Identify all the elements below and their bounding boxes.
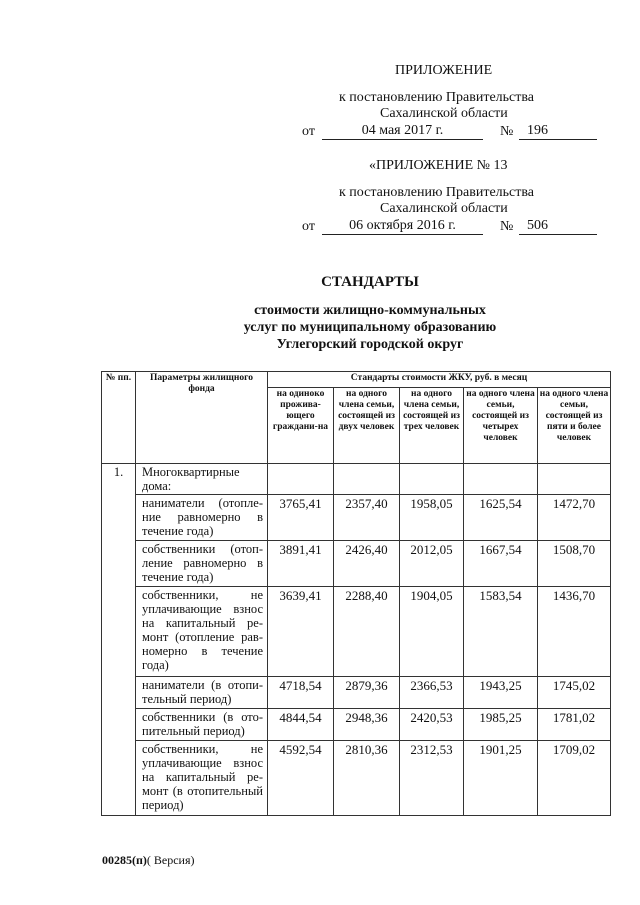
table-row (102, 541, 611, 587)
appendix13-title: «ПРИЛОЖЕНИЕ № 13 (369, 158, 508, 173)
appendix-line2: Сахалинской области (380, 106, 508, 121)
cell-value: 2420,53 (400, 709, 464, 741)
cell-value: 1904,05 (400, 587, 464, 677)
cell-value: 4592,54 (268, 741, 334, 816)
cell-value: 2012,05 (400, 541, 464, 587)
cell-value: 1508,70 (538, 541, 611, 587)
row-label: собственники, не уплачивающие взнос на капитальный ре-монт (в отопительный период) (136, 741, 268, 816)
row-label: собственники (отоп-ление равномерно в течение года) (136, 541, 268, 587)
date-underline (322, 139, 483, 140)
cell-value: 2810,36 (334, 741, 400, 816)
cell-value: 1472,70 (538, 495, 611, 541)
document-code-number: 00285(п) (102, 853, 147, 867)
document-code (102, 853, 195, 868)
cell-value: 2312,53 (400, 741, 464, 816)
cell-value: 1901,25 (464, 741, 538, 816)
subheader-2: на одного члена семьи, состоящей из двух человек (334, 388, 400, 464)
cell-value: 4718,54 (268, 677, 334, 709)
cell-value: 3765,41 (268, 495, 334, 541)
row-label: наниматели (в отопи-тельный период) (136, 677, 268, 709)
from-label: от (302, 124, 315, 139)
doc-subtitle-1: стоимости жилищно-коммунальных (254, 303, 486, 318)
decree-number-2: 506 (527, 218, 548, 233)
table-row (102, 709, 611, 741)
decree-date: 04 мая 2017 г. (361, 123, 444, 138)
cell-value: 1583,54 (464, 587, 538, 677)
cell-value: 1709,02 (538, 741, 611, 816)
header-params: Параметры жилищного фонда (136, 372, 268, 464)
standards-table (101, 371, 611, 816)
cell-value: 2879,36 (334, 677, 400, 709)
table-row (102, 677, 611, 709)
cell-value: 2357,40 (334, 495, 400, 541)
table-row (102, 495, 611, 541)
subheader-3: на одного члена семьи, состоящей из трех человек (400, 388, 464, 464)
number-underline-2 (519, 234, 597, 235)
appendix-title: ПРИЛОЖЕНИЕ (395, 63, 493, 78)
cell-value: 1781,02 (538, 709, 611, 741)
cell-value: 2288,40 (334, 587, 400, 677)
decree-number: 196 (527, 123, 548, 138)
subheader-4: на одного члена семьи, состоящей из четырех человек (464, 388, 538, 464)
cell-value: 1667,54 (464, 541, 538, 587)
cell-value: 2426,40 (334, 541, 400, 587)
row-label: собственники (в ото-пительный период) (136, 709, 268, 741)
cell-value: 3891,41 (268, 541, 334, 587)
row-label: собственники, не уплачивающие взнос на капитальный ре-монт (отопление рав-номерно в течение года) (136, 587, 268, 677)
doc-subtitle-3: Углегорский городской округ (276, 337, 464, 352)
decree-date-2: 06 октября 2016 г. (349, 218, 456, 233)
cell-value: 1943,25 (464, 677, 538, 709)
cell-value: 3639,41 (268, 587, 334, 677)
doc-subtitle-2: услуг по муниципальному образованию (243, 320, 497, 335)
header-number: № пп. (102, 372, 136, 464)
number-label-2: № (500, 219, 514, 234)
cell-value: 1625,54 (464, 495, 538, 541)
appendix13-line1: к постановлению Правительства (339, 185, 535, 200)
document-code-suffix: ( Версия) (146, 853, 195, 867)
cell-value: 1958,05 (400, 495, 464, 541)
date-underline-2 (322, 234, 483, 235)
appendix13-line2: Сахалинской области (380, 201, 508, 216)
subheader-1: на одиноко прожива-ющего граждани-на (268, 388, 334, 464)
number-underline (519, 139, 597, 140)
header-group: Стандарты стоимости ЖКУ, руб. в месяц (268, 372, 611, 388)
subheader-5: на одного члена семьи, состоящей из пяти и более человек (538, 388, 611, 464)
cell-value: 2948,36 (334, 709, 400, 741)
from-label-2: от (302, 219, 315, 234)
number-label: № (500, 124, 514, 139)
cell-value: 1436,70 (538, 587, 611, 677)
cell-value: 1745,02 (538, 677, 611, 709)
cell-value: 4844,54 (268, 709, 334, 741)
table-row (102, 741, 611, 816)
doc-title: СТАНДАРТЫ (321, 274, 419, 290)
table-row-section (102, 464, 611, 495)
table-row (102, 587, 611, 677)
section-index: 1. (102, 464, 136, 816)
cell-value: 2366,53 (400, 677, 464, 709)
section-label: Многоквартирные дома: (136, 464, 268, 495)
appendix-line1: к постановлению Правительства (339, 90, 535, 105)
cell-value: 1985,25 (464, 709, 538, 741)
row-label: наниматели (отопле-ние равномерно в течение года) (136, 495, 268, 541)
